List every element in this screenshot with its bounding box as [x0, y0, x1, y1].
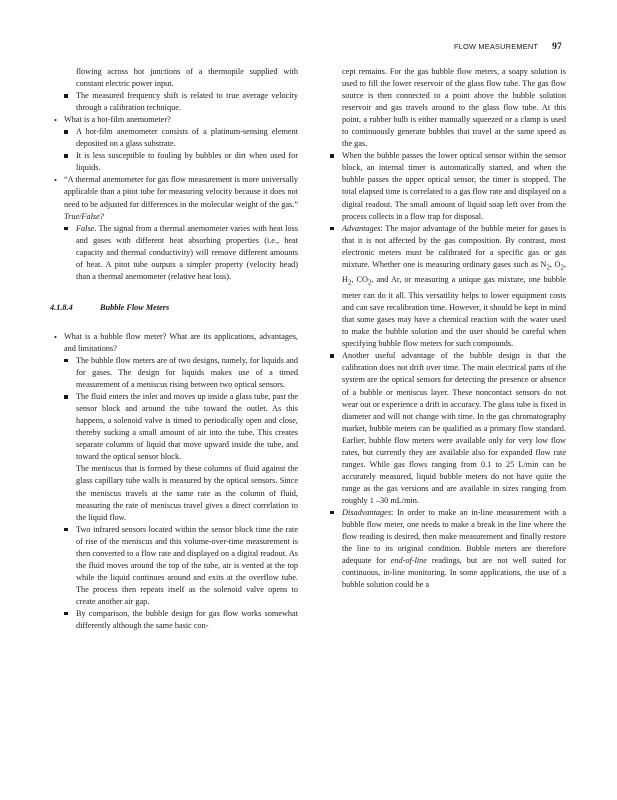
right-column	[330, 66, 566, 591]
paragraph-continuation: flowing across hot junctions of a thermopile supplied with constant electric power input.	[76, 67, 298, 89]
square-bullet-icon	[64, 154, 68, 158]
square-bullet-icon	[64, 395, 68, 399]
question-item: • What is a hot-film anemometer?	[54, 115, 171, 126]
page-number: 97	[552, 42, 562, 52]
list-item: False. The signal from a thermal anemometer varies with heat loss and gases with different heat absorbing properties (i.e., heat capacity and thermal conductivity) will remove different amounts of heat. A pitot tube outputs a simpler property (velocity head) than a thermal anemometer (relative heat loss).	[54, 223, 298, 283]
list-item: By comparison, the bubble design for gas flow works somewhat differently although the same basic con-	[54, 608, 298, 632]
round-bullet-icon: •	[54, 115, 57, 126]
square-bullet-icon	[64, 528, 68, 532]
section-number: 4.1.8.4	[50, 302, 73, 312]
square-bullet-icon	[64, 359, 68, 363]
round-bullet-icon: •	[54, 331, 57, 342]
square-bullet-icon	[64, 612, 68, 616]
list-item: The fluid enters the inlet and moves up inside a glass tube, past the sensor block and around the tube toward the outlet. As this happens, a solenoid valve is timed to periodically open and close, thereby sucking a small amount of air into the tube. This creates separate columns of liquid that move upward inside the tube, and toward the optical sensor block.	[54, 391, 298, 463]
question-item: • What is a bubble flow meter? What are its applications, advantages, and limitations?	[54, 331, 298, 353]
square-bullet-icon	[330, 511, 334, 515]
list-item: The bubble flow meters are of two designs, namely, for liquids and for gases. The design for liquids makes use of a timed measurement of a meniscus rising between two optical sensors.	[54, 355, 298, 391]
list-item: A hot-film anemometer consists of a platinum-sensing element deposited on a glass substrate.	[54, 126, 298, 150]
section-title: Bubble Flow Meters	[100, 302, 170, 312]
square-bullet-icon	[330, 154, 334, 158]
list-item: Disadvantages: In order to make an in-line measurement with a bubble flow meter, one needs to make a break in the line where the flow reading is desired, then make measurement and finally restore the line to its original condition. Bubble meters are therefore adequate for end-of-line readings, but are not well suited for continuous, in-line monitoring. In some applications, the use of a bubble solution could be a	[330, 507, 566, 591]
square-bullet-icon	[330, 227, 334, 231]
list-item: When the bubble passes the lower optical sensor within the sensor block, an internal timer is automatically started, and when the bubble passes the upper optical sensor, the timer is stopped. The total elapsed time is correlated to a gas flow rate and displayed on a digital readout. The small amount of liquid soap left over from the process collects in a flow trap for disposal.	[330, 150, 566, 222]
square-bullet-icon	[64, 130, 68, 134]
round-bullet-icon: •	[54, 175, 57, 186]
question-item: • “A thermal anemometer for gas flow measurement is more universally applicable than a pitot tube for measuring velocity because it does not need to be adjusted for differences in the molecular weight of the gas.” True/False?	[54, 175, 298, 221]
paragraph-continuation: cept remains. For the gas bubble flow meters, a soapy solution is used to fill the lower reservoir of the glass flow tube. The gas flow source is then connected to a point above the bubble solution reservoir and gas travels around to the glass flow tube. At this point, a rubber bulb is either manually squeezed or a clamp is used to continuously generate bubbles that travel at the same speed as the gas.	[342, 67, 566, 149]
left-column	[50, 66, 298, 632]
section-heading	[50, 302, 298, 314]
list-item: Another useful advantage of the bubble design is that the calibration does not drift over time. The main electrical parts of the system are the optical sensors for detecting the presence or absence of a bubble or meniscus layer. These noncontact sensors do not wear out or experience a drift in accuracy. The glass tube is fixed in diameter and will not change with time. In the gas chromatography market, bubble meters can be qualified as a primary flow standard. Earlier, bubble flow meters were available only for very low flow rates, but currently they are available also for expanded flow rate ranges. While gas flows ranging from 0.1 to 25 L/min can be accurately measured, liquid bubble meters do not have quite the range as the gas versions and are available in sizes ranging from roughly 1 –30 mL/min.	[330, 350, 566, 507]
list-item: Advantages: The major advantage of the bubble meter for gases is that it is not affected by the gas composition. By contrast, most electronic meters must be calibrated for a specific gas or gas mixture. Whether one is measuring ordinary gases such as $N_2$, $O_2$, $H_2$, $CO_2$, and Ar, or measuring a unique gas mixture, one bubble meter can do it all. This versatility helps to lower equipment costs and can save recalibration time. However, it should be kept in mind that some gases may have a chemical reaction with the water used to make the bubble solution and the user should be careful when specifying bubble flow meters for such compounds.	[330, 223, 566, 351]
running-title: FLOW MEASUREMENT	[454, 42, 539, 51]
list-item: It is less susceptible to fouling by bubbles or dirt when used for liquids.	[54, 150, 298, 174]
running-header	[454, 42, 562, 52]
list-item: The measured frequency shift is related to true average velocity through a calibration technique.	[54, 90, 298, 114]
square-bullet-icon	[330, 354, 334, 358]
list-item: Two infrared sensors located within the sensor block time the rate of rise of the meniscus and this volume-over-time measurement is then converted to a flow rate and displayed on a digital readout. As the fluid moves around the top of the tube, air is vented at the top while the liquid continues around and exits at the overflow tube. The process then repeats itself as the solenoid valve opens to create another air gap.	[54, 524, 298, 608]
square-bullet-icon	[64, 227, 68, 231]
paragraph-continuation: The meniscus that is formed by these columns of fluid against the glass capillary tube walls is measured by the optical sensors. Since the meniscus travels at the same rate as the column of fluid, measuring the rate of meniscus travel gives a direct correlation to the liquid flow.	[76, 464, 298, 522]
square-bullet-icon	[64, 94, 68, 98]
